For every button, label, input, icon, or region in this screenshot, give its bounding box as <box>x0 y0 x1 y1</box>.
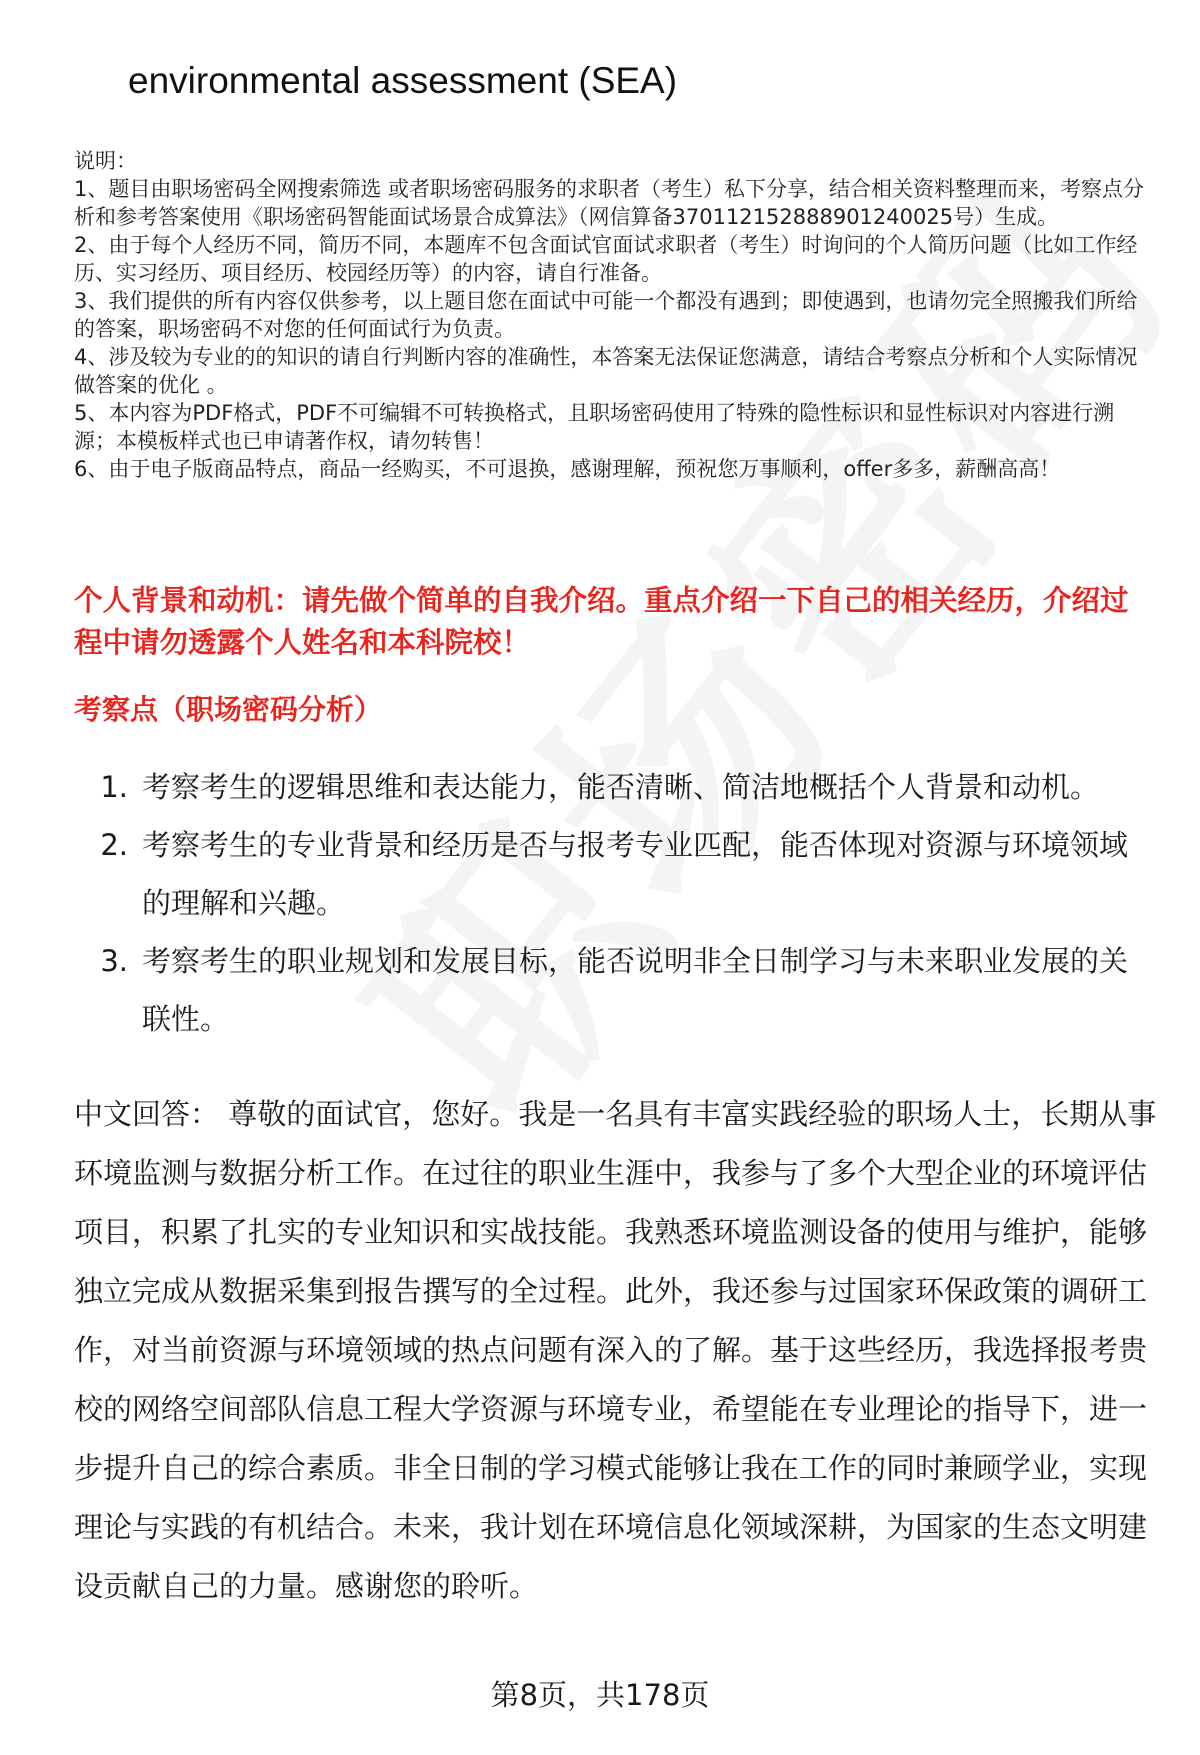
notes-title: 说明： <box>74 149 137 173</box>
point-text: 考察考生的专业背景和经历是否与报考专业匹配，能否体现对资源与环境领域的理解和兴趣。 <box>142 828 1129 920</box>
notes-item: 3、我们提供的所有内容仅供参考，以上题目您在面试中可能一个都没有遇到；即使遇到，也请勿完全照搬我们所给的答案，职场密码不对您的任何面试行为负责。 <box>74 289 1138 341</box>
notes-item: 2、由于每个人经历不同，简历不同，本题库不包含面试官面试求职者（考生）时询问的个人简历问题（比如工作经历、实习经历、项目经历、校园经历等）的内容，请自行准备。 <box>74 233 1138 285</box>
answer-label: 中文回答： <box>74 1097 220 1131</box>
analysis-point <box>74 816 1154 932</box>
point-number: 3. <box>100 944 128 978</box>
point-number: 2. <box>100 828 128 862</box>
answer-section <box>74 1085 1160 1616</box>
interview-question: 个人背景和动机：请先做个简单的自我介绍。重点介绍一下自己的相关经历，介绍过程中请勿透露个人姓名和本科院校！ <box>74 584 1129 659</box>
analysis-points <box>74 758 1154 1048</box>
point-text: 考察考生的逻辑思维和表达能力，能否清晰、简洁地概括个人背景和动机。 <box>142 770 1100 804</box>
notes-item: 4、涉及较为专业的的知识的请自行判断内容的准确性，本答案无法保证您满意，请结合考察点分析和个人实际情况做答案的优化 。 <box>74 345 1138 397</box>
point-number: 1. <box>100 770 128 804</box>
analysis-point <box>74 932 1154 1048</box>
continued-text: environmental assessment (SEA) <box>128 60 678 101</box>
notes-item: 5、本内容为PDF格式，PDF不可编辑不可转换格式，且职场密码使用了特殊的隐性标识和显性标识对内容进行溯源；本模板样式也已申请著作权，请勿转售！ <box>74 401 1115 453</box>
answer-text: 尊敬的面试官，您好。我是一名具有丰富实践经验的职场人士，长期从事环境监测与数据分析工作。在过往的职业生涯中，我参与了多个大型企业的环境评估项目，积累了扎实的专业知识和实战技能。我熟悉环境监测设备的使用与维护，能够独立完成从数据采集到报告撰写的全过程。此外，我还参与过国家环保政策的调研工作，对当前资源与环境领域的热点问题有深入的了解。基于这些经历，我选择报考贵校的网络空间部队信息工程大学资源与环境专业，希望能在专业理论的指导下，进一步提升自己的综合素质。非全日制的学习模式能够让我在工作的同时兼顾学业，实现理论与实践的有机结合。未来，我计划在环境信息化领域深耕，为国家的生态文明建设贡献自己的力量。感谢您的聆听。 <box>74 1097 1157 1603</box>
notes-item: 1、题目由职场密码全网搜索筛选 或者职场密码服务的求职者（考生）私下分享，结合相关资料整理而来，考察点分析和参考答案使用《职场密码智能面试场景合成算法》（网信算备370112152888901240025号）生成。 <box>74 177 1145 229</box>
page-number: 第8页，共178页 <box>490 1678 710 1712</box>
analysis-heading: 考察点（职场密码分析） <box>74 693 383 726</box>
notes-item: 6、由于电子版商品特点，商品一经购买，不可退换，感谢理解，预祝您万事顺利，offer多多，薪酬高高！ <box>74 457 1061 481</box>
point-text: 考察考生的职业规划和发展目标，能否说明非全日制学习与未来职业发展的关联性。 <box>142 944 1129 1036</box>
analysis-point <box>74 758 1154 816</box>
disclaimer-notes <box>74 147 1154 483</box>
answer-paragraph <box>74 1085 1160 1616</box>
